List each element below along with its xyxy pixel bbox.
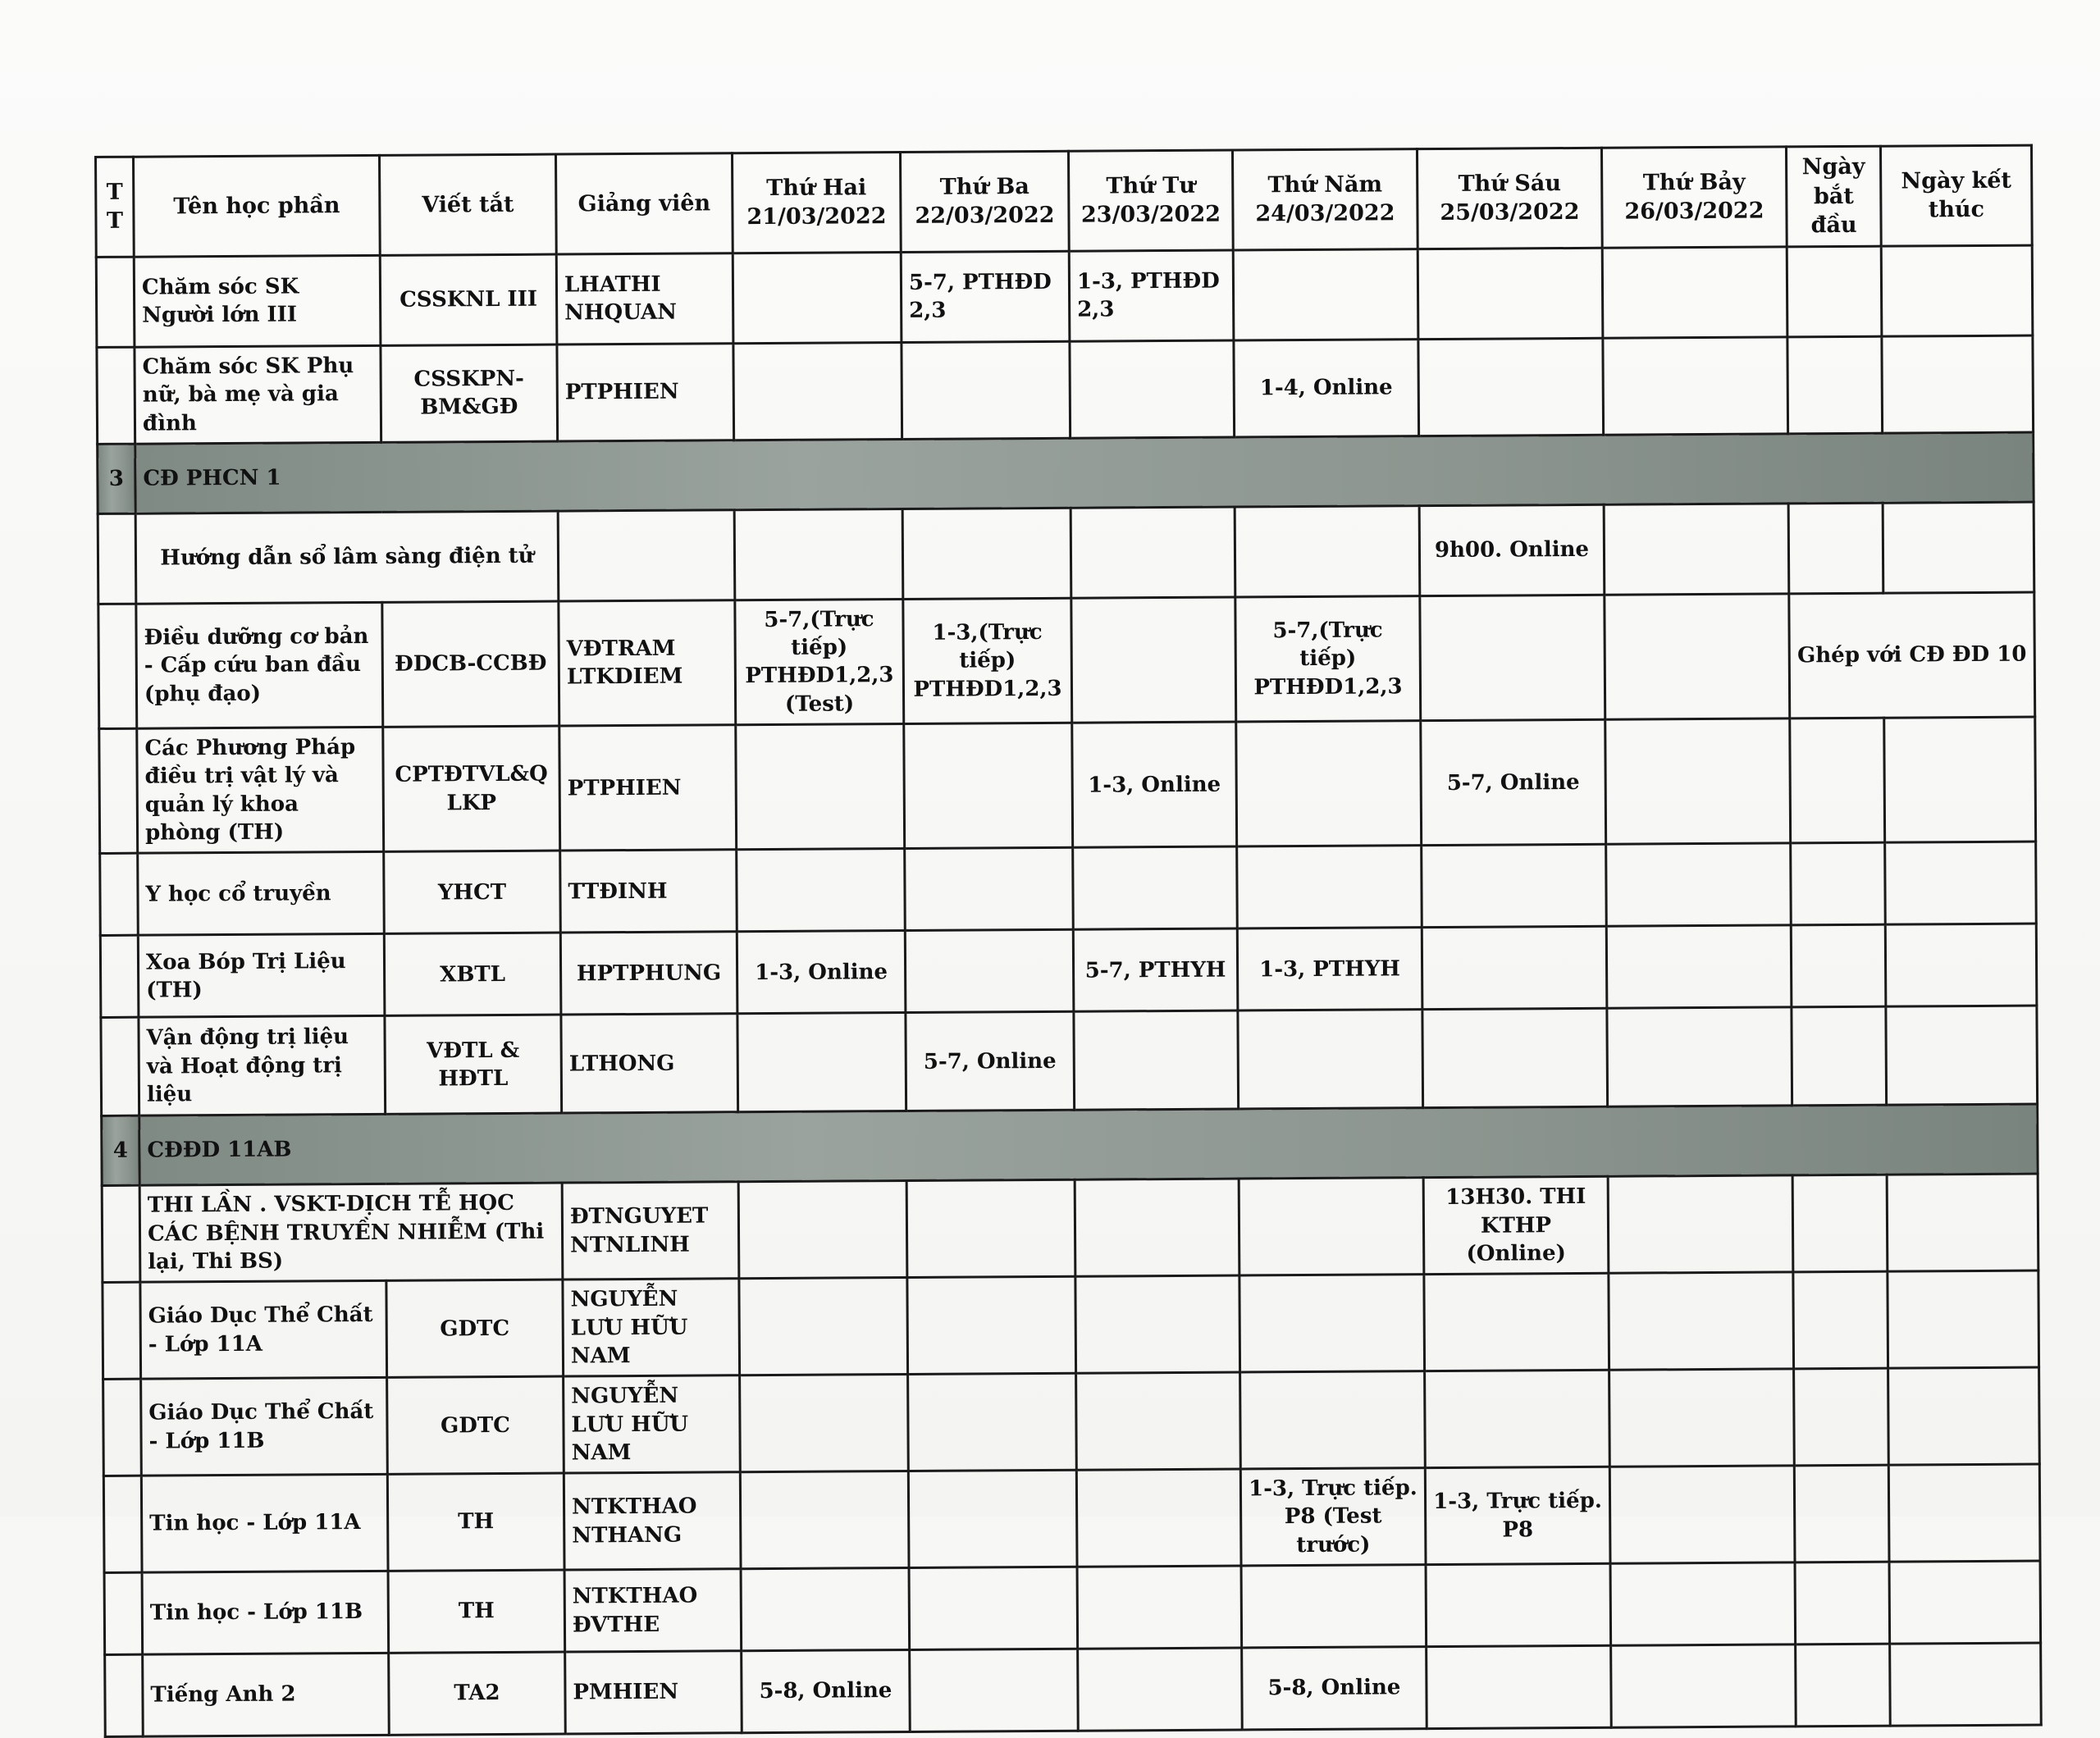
row-number [99, 728, 138, 854]
cell-saturday [1609, 1272, 1794, 1370]
cell-wednesday: 5-7, PTHYH [1073, 928, 1238, 1011]
cell-start [1792, 1006, 1887, 1106]
cell-saturday [1605, 718, 1791, 845]
course-name: Điều dưỡng cơ bản - Cấp cứu ban đầu (phụ đạo) [136, 602, 383, 728]
cell-friday [1422, 927, 1607, 1010]
day-date: 21/03/2022 [746, 203, 887, 230]
course-abbr: VĐTL & HĐTL [385, 1015, 562, 1114]
cell-friday: 1-3, Trực tiếp. P8 [1425, 1467, 1610, 1564]
header-lecturer: Giảng viên [555, 153, 733, 254]
cell-note: Ghép với CĐ ĐD 10 [1789, 592, 2035, 718]
cell-wednesday: 1-3, PTHĐD 2,3 [1069, 250, 1234, 341]
cell-start [1793, 1271, 1888, 1369]
cell-tuesday [909, 1567, 1078, 1649]
course-name: Chăm sóc SK Người lớn III [134, 255, 381, 347]
group-name: CĐĐD 11AB [139, 1104, 2038, 1185]
course-name: Y học cổ truyền [138, 852, 385, 936]
header-saturday [1601, 147, 1787, 248]
cell-wednesday [1075, 1275, 1240, 1373]
lecturer: PTPHIEN [557, 344, 734, 441]
cell-friday [1418, 338, 1604, 436]
course-abbr: CSSKPN-BM&GĐ [381, 344, 558, 442]
row-number [102, 1185, 140, 1282]
cell-saturday [1604, 504, 1789, 595]
cell-tuesday: 5-7, PTHĐD 2,3 [901, 251, 1070, 342]
row-number [98, 513, 136, 604]
day-name: Thứ Sáu [1458, 170, 1562, 197]
cell-wednesday: 1-3, Online [1072, 722, 1237, 847]
cell-end [1889, 1561, 2041, 1644]
table-row [96, 245, 2033, 347]
cell-wednesday [1076, 1469, 1241, 1567]
cell-saturday [1611, 1644, 1796, 1727]
lecturer [558, 510, 735, 601]
cell-saturday [1607, 1007, 1792, 1106]
lecturer: PMHIEN [565, 1651, 742, 1734]
cell-saturday [1608, 1175, 1793, 1273]
day-name: Thứ Năm [1267, 171, 1383, 198]
cell-monday: 5-8, Online [742, 1650, 911, 1733]
course-name: Tin học - Lớp 11B [142, 1571, 389, 1654]
cell-tuesday [904, 723, 1073, 848]
table-row [98, 502, 2034, 604]
cell-start [1796, 1644, 1891, 1727]
cell-saturday [1610, 1562, 1796, 1645]
cell-saturday [1603, 337, 1788, 435]
course-name: Các Phương Pháp điều trị vật lý và quản lý khoa phòng (TH) [137, 727, 384, 853]
cell-end [1885, 924, 2037, 1006]
cell-friday [1420, 595, 1605, 721]
cell-monday [740, 1375, 909, 1472]
header-tt: T T [96, 157, 135, 257]
course-abbr: GDTC [387, 1376, 564, 1474]
header-friday [1417, 148, 1602, 249]
cell-friday [1427, 1645, 1612, 1728]
cell-friday: 9h00. Online [1419, 504, 1605, 595]
cell-tuesday [902, 341, 1071, 439]
table-row [103, 1367, 2040, 1476]
course-name: Vận động trị liệu và Hoạt động trị liệu [139, 1016, 386, 1116]
row-number [105, 1654, 144, 1736]
cell-end [1888, 1270, 2039, 1368]
cell-wednesday [1073, 846, 1238, 929]
row-number [97, 347, 135, 444]
cell-saturday [1609, 1466, 1795, 1563]
cell-thursday [1239, 1178, 1424, 1275]
cell-monday [741, 1568, 910, 1651]
cell-start [1788, 503, 1883, 594]
cell-end [1890, 1643, 2042, 1726]
cell-monday [733, 252, 902, 343]
cell-saturday [1602, 247, 1787, 338]
cell-monday [736, 724, 905, 850]
cell-start [1787, 246, 1882, 337]
cell-saturday [1606, 925, 1792, 1008]
table-row [100, 924, 2037, 1017]
course-name: Chăm sóc SK Phụ nữ, bà mẹ và gia đình [135, 345, 381, 444]
group-name: CĐ PHCN 1 [135, 432, 2034, 513]
lecturer: ĐTNGUYET NTNLINH [562, 1182, 739, 1280]
lecturer: PTPHIEN [559, 725, 737, 851]
group-row [102, 1104, 2038, 1185]
cell-start [1787, 336, 1883, 434]
lecturer: TTĐINH [560, 850, 737, 933]
table-row [99, 717, 2036, 854]
course-abbr: TH [387, 1473, 564, 1571]
cell-saturday [1606, 843, 1792, 926]
lecturer: NTKTHAO ĐVTHE [564, 1569, 742, 1652]
cell-thursday [1236, 721, 1422, 847]
cell-start [1794, 1465, 1889, 1562]
cell-end [1888, 1464, 2040, 1562]
lecturer: VĐTRAM LTKDIEM [559, 600, 736, 727]
cell-start [1791, 842, 1886, 925]
cell-thursday: 5-7,(Trực tiếp) PTHĐD1,2,3 [1235, 595, 1421, 722]
table-row [102, 1174, 2038, 1282]
cell-tuesday [905, 930, 1074, 1013]
schedule-table [94, 144, 2043, 1738]
day-name: Thứ Tư [1106, 172, 1196, 199]
cell-wednesday [1076, 1372, 1241, 1470]
course-name: Xoa Bóp Trị Liệu (TH) [138, 934, 385, 1018]
row-number [96, 257, 135, 347]
course-name: Hướng dẫn sổ lâm sàng điện tử [135, 511, 559, 604]
course-name: Giáo Dục Thể Chất - Lớp 11B [141, 1378, 388, 1476]
cell-thursday [1235, 505, 1420, 596]
header-course: Tên học phần [134, 155, 381, 257]
cell-start [1791, 924, 1886, 1007]
cell-start [1794, 1368, 1889, 1466]
lecturer: NGUYỄN LƯU HỮU NAM [564, 1375, 741, 1473]
cell-friday [1418, 248, 1603, 339]
course-name: Tiếng Anh 2 [143, 1653, 390, 1736]
cell-monday [739, 1278, 908, 1375]
course-abbr: YHCT [384, 851, 561, 933]
day-name: Thứ Hai [766, 175, 867, 201]
group-row [98, 432, 2034, 513]
cell-wednesday [1075, 1179, 1239, 1276]
cell-monday [733, 342, 902, 440]
table-row [103, 1464, 2040, 1572]
day-name: Thứ Ba [939, 173, 1029, 200]
day-date: 25/03/2022 [1440, 199, 1580, 226]
cell-monday [738, 1181, 907, 1279]
cell-friday [1426, 1563, 1611, 1646]
day-name: Thứ Bảy [1642, 169, 1746, 196]
cell-tuesday [908, 1470, 1077, 1567]
cell-thursday [1241, 1565, 1427, 1648]
cell-tuesday [902, 508, 1071, 599]
header-wednesday [1068, 150, 1233, 251]
course-name: Giáo Dục Thể Chất - Lớp 11A [140, 1281, 387, 1380]
day-date: 23/03/2022 [1080, 202, 1221, 229]
cell-wednesday [1078, 1648, 1243, 1731]
table-row [103, 1270, 2039, 1379]
course-name: THI LẦN . VSKT-DỊCH TỄ HỌC CÁC BỆNH TRUYỀN NHIỄM (Thi lại, Thi BS) [139, 1183, 563, 1282]
group-number: 3 [98, 444, 136, 513]
header-end-date: Ngày kết thúc [1880, 145, 2032, 246]
row-number [98, 604, 137, 729]
cell-end [1888, 1367, 2040, 1465]
course-abbr: CPTĐTVL&QLKP [383, 726, 560, 852]
cell-thursday [1240, 1371, 1426, 1469]
cell-end [1885, 842, 2037, 924]
cell-end [1881, 245, 2033, 336]
course-abbr: CSSKNL III [380, 254, 557, 345]
cell-end [1884, 717, 2036, 842]
row-number [100, 936, 139, 1018]
table-row [101, 1006, 2038, 1115]
row-number [103, 1282, 141, 1379]
header-thursday [1232, 149, 1418, 250]
header-tuesday [900, 151, 1069, 252]
cell-tuesday [905, 848, 1074, 931]
lecturer: NTKTHAO NTHANG [564, 1472, 741, 1570]
table-row [98, 592, 2035, 729]
cell-start [1795, 1562, 1890, 1644]
cell-thursday [1237, 846, 1422, 928]
lecturer: LHATHI NHQUAN [556, 253, 733, 344]
cell-thursday [1233, 249, 1418, 340]
cell-thursday [1239, 1275, 1425, 1372]
cell-friday: 13H30. THI KTHP (Online) [1423, 1177, 1609, 1275]
cell-wednesday [1071, 507, 1235, 598]
cell-wednesday [1071, 597, 1236, 723]
course-name: Tin học - Lớp 11A [141, 1474, 388, 1572]
cell-wednesday [1074, 1010, 1239, 1110]
lecturer: NGUYỄN LƯU HỮU NAM [563, 1279, 740, 1376]
row-number [103, 1379, 142, 1476]
header-start-date: Ngày bắt đầu [1786, 146, 1881, 247]
cell-end [1886, 1006, 2038, 1105]
table-row [104, 1561, 2041, 1654]
cell-thursday: 1-4, Online [1234, 340, 1419, 437]
row-number [100, 854, 139, 936]
cell-friday: 5-7, Online [1421, 719, 1606, 846]
cell-thursday: 1-3, PTHYH [1237, 928, 1422, 1010]
cell-wednesday [1070, 340, 1235, 438]
header-abbr: Viết tắt [380, 154, 557, 255]
cell-end [1883, 502, 2034, 593]
cell-thursday [1238, 1010, 1423, 1109]
row-number [104, 1572, 143, 1654]
day-date: 22/03/2022 [915, 203, 1055, 230]
cell-wednesday [1077, 1566, 1242, 1649]
cell-monday: 5-7,(Trực tiếp) PTHĐD1,2,3 (Test) [735, 599, 904, 724]
header-monday [732, 152, 901, 253]
day-date: 24/03/2022 [1255, 200, 1395, 227]
cell-start [1792, 1175, 1888, 1272]
cell-tuesday: 1-3,(Trực tiếp) PTHĐD1,2,3 [903, 598, 1072, 723]
cell-tuesday [910, 1649, 1079, 1731]
cell-tuesday [908, 1373, 1077, 1471]
cell-friday [1422, 1009, 1608, 1108]
cell-end [1882, 335, 2034, 433]
cell-start [1790, 718, 1885, 843]
course-abbr: TH [388, 1570, 565, 1653]
table-row [105, 1643, 2042, 1736]
cell-tuesday [906, 1180, 1075, 1278]
cell-tuesday: 5-7, Online [906, 1012, 1075, 1111]
table-row [100, 842, 2037, 935]
cell-monday: 1-3, Online [737, 931, 906, 1014]
course-abbr: XBTL [384, 933, 561, 1015]
cell-monday [737, 1013, 906, 1112]
cell-thursday: 1-3, Trực tiếp. P8 (Test trước) [1240, 1468, 1426, 1566]
cell-friday [1422, 845, 1607, 928]
table-row [97, 335, 2034, 444]
cell-friday [1424, 1273, 1609, 1371]
course-abbr: GDTC [386, 1280, 564, 1377]
row-number [101, 1018, 139, 1116]
course-abbr: TA2 [389, 1652, 566, 1735]
header-row [96, 145, 2033, 257]
lecturer: LTHONG [561, 1014, 738, 1113]
cell-monday [734, 509, 903, 600]
cell-monday [737, 849, 906, 932]
day-date: 26/03/2022 [1624, 198, 1764, 226]
cell-thursday: 5-8, Online [1242, 1647, 1427, 1730]
cell-tuesday [907, 1276, 1076, 1374]
cell-saturday [1609, 1369, 1795, 1467]
lecturer: HPTPHUNG [560, 932, 737, 1015]
group-number: 4 [102, 1116, 140, 1186]
cell-friday [1425, 1370, 1610, 1467]
cell-saturday [1605, 594, 1790, 720]
course-abbr: ĐDCB-CCBĐ [382, 601, 559, 728]
cell-monday [740, 1471, 909, 1569]
row-number [103, 1476, 142, 1572]
cell-end [1887, 1174, 2038, 1271]
